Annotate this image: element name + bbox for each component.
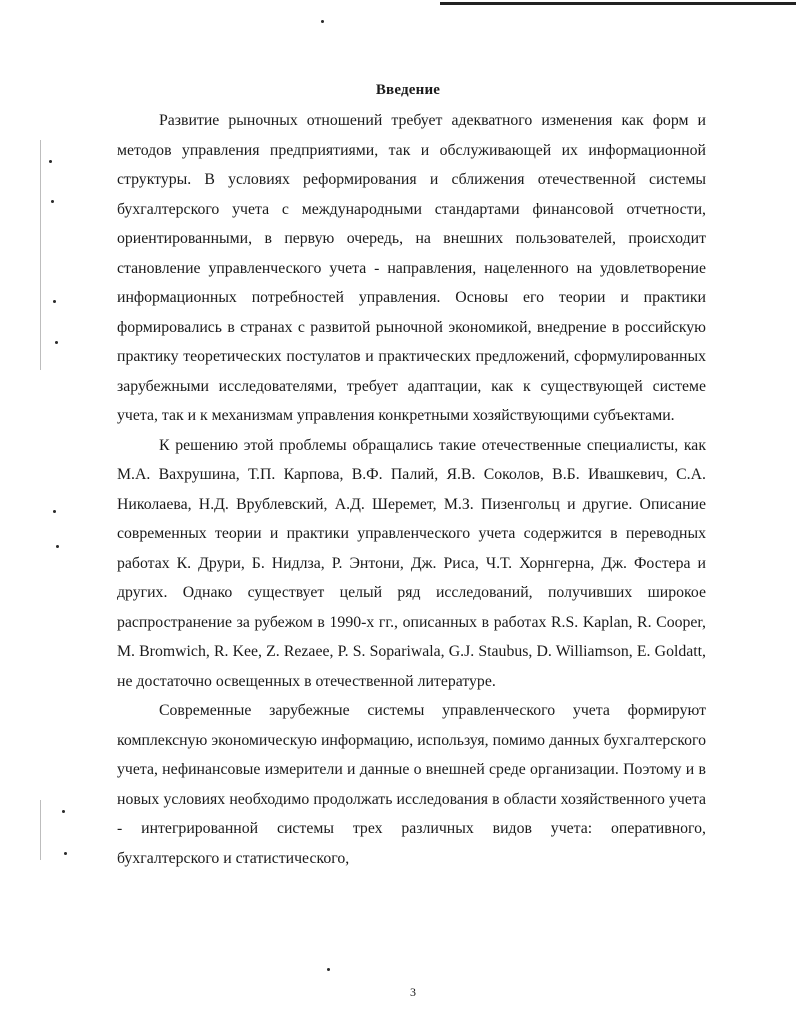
scan-speck xyxy=(321,20,324,23)
scan-speck xyxy=(62,810,65,813)
page-title: Введение xyxy=(375,82,441,98)
scan-speck xyxy=(51,200,54,203)
left-margin-line xyxy=(40,140,41,370)
scan-speck xyxy=(327,968,330,971)
scan-speck xyxy=(55,341,58,344)
paragraph: К решению этой проблемы обращались такие отечественные специалисты, как М.А. Вахрушина, Т.П. Карпова, В.Ф. Палий, Я.В. Соколов, В.Б. Ивашкевич, С.А. Николаева, Н.Д. Врублевский, А.Д. Шеремет, М.З. Пизенгольц и другие. Описание современных теории и практики управленческого учета содержится в переводных работах К. Друри, Б. Нидлза, Р. Энтони, Дж. Риса, Ч.Т. Хорнгерна, Дж. Фостера и других. Однако существует целый ряд исследований, получивших широкое распространение за рубежом в 1990-х гг., описанных в работах R.S. Kaplan, R. Cooper, M. Bromwich, R. Kee, Z. Rezaee, P. S. Sopariwala, G.J. Staubus, D. Williamson, E. Goldatt, не достаточно освещенных в отечественной литературе. xyxy=(117,436,706,690)
scan-speck xyxy=(53,510,56,513)
body-text xyxy=(117,106,706,873)
scan-speck xyxy=(53,300,56,303)
scan-edge-line xyxy=(440,2,796,5)
scan-speck xyxy=(49,160,52,163)
scan-speck xyxy=(56,545,59,548)
page-number: 3 xyxy=(410,985,416,999)
scan-speck xyxy=(64,852,67,855)
left-margin-line xyxy=(40,800,41,860)
paragraph: Современные зарубежные системы управленческого учета формируют комплексную экономическую информацию, используя, помимо данных бухгалтерского учета, нефинансовые измерители и данные о внешней среде организации. Поэтому и в новых условиях необходимо продолжать исследования в области хозяйственного учета - интегрированной системы трех различных видов учета: оперативного, бухгалтерского и статистического, xyxy=(117,702,706,867)
paragraph: Развитие рыночных отношений требует адекватного изменения как форм и методов управления предприятиями, так и обслуживающей их информационной структуры. В условиях реформирования и сближения отечественной системы бухгалтерского учета с международными стандартами финансовой отчетности, ориентированными, в первую очередь, на внешних пользователей, происходит становление управленческого учета - направления, нацеленного на удовлетворение информационных потребностей управления. Основы его теории и практики формировались в странах с развитой рыночной экономикой, внедрение в российскую практику теоретических постулатов и практических предложений, сформулированных зарубежными исследователями, требует адаптации, как к существующей системе учета, так и к механизмам управления конкретными хозяйствующими субъектами. xyxy=(117,112,706,424)
